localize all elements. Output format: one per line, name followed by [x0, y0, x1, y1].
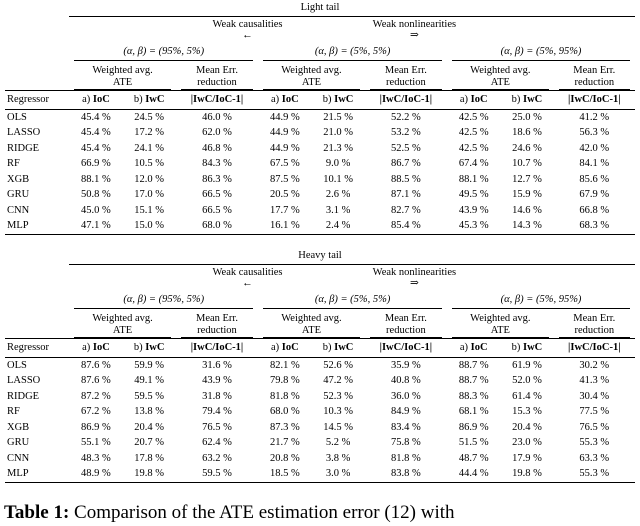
col-header: a) IoC [69, 91, 122, 110]
value-cell: 55.3 % [579, 437, 610, 449]
group-header-label: Weak causalities [212, 267, 283, 278]
caption-text: Comparison of the ATE estimation error (12) with [69, 502, 455, 523]
value-cell: 55.1 % [81, 437, 111, 449]
value-cell: 16.1 % [258, 219, 311, 235]
regressor-col-header: Regressor [5, 339, 69, 358]
value-cell: 83.8 % [365, 467, 447, 483]
value-cell: 21.5 % [323, 111, 353, 123]
left-arrow-icon: ← [242, 278, 253, 289]
value-cell: 2.4 % [311, 219, 364, 235]
table-row [5, 126, 635, 142]
table-row [5, 172, 635, 188]
value-cell: 85.6 % [579, 173, 610, 185]
value-cell: 46.0 % [202, 111, 232, 123]
value-cell: 76.5 % [202, 421, 232, 433]
value-cell: 87.6 % [81, 359, 111, 371]
value-cell: 23.0 % [512, 437, 542, 449]
value-cell: 67.2 % [81, 406, 111, 418]
value-cell: 30.2 % [579, 359, 610, 371]
value-cell: 15.0 % [123, 219, 176, 235]
value-cell: 45.3 % [447, 219, 500, 235]
regressor-name: MLP [5, 219, 69, 235]
mean-err-header: Mean Err. reduction [554, 309, 635, 339]
value-cell: 21.7 % [269, 437, 300, 449]
regressor-name: RF [7, 158, 20, 170]
col-header: |IwC/IoC-1| [176, 91, 258, 110]
value-cell: 17.7 % [269, 204, 300, 216]
regressor-name: GRU [7, 189, 30, 201]
value-cell: 25.0 % [512, 111, 542, 123]
value-cell: 20.8 % [269, 452, 300, 464]
col-header: |IwC/IoC-1| [554, 91, 635, 110]
col-header: b) IwC [123, 91, 176, 110]
value-cell: 15.9 % [512, 189, 542, 201]
value-cell: 21.3 % [323, 142, 353, 154]
value-cell: 17.8 % [134, 452, 165, 464]
value-cell: 86.9 % [458, 421, 489, 433]
value-cell: 84.1 % [579, 158, 610, 170]
value-cell: 40.8 % [391, 375, 421, 387]
value-cell: 31.6 % [202, 359, 232, 371]
table-corner [5, 292, 69, 309]
table-row [5, 436, 635, 452]
regressor-name: MLP [5, 467, 69, 483]
col-header: b) IwC [311, 91, 364, 110]
group-header [373, 267, 456, 289]
value-cell: 21.0 % [323, 127, 353, 139]
value-cell: 9.0 % [325, 158, 351, 170]
regressor-name: OLS [7, 111, 27, 123]
value-cell: 19.8 % [500, 467, 553, 483]
weighted-ate-header: Weighted avg. ATE [447, 61, 554, 91]
value-cell: 84.9 % [391, 406, 421, 418]
value-cell: 59.9 % [134, 359, 165, 371]
value-cell: 86.3 % [202, 173, 232, 185]
weighted-ate-header: Weighted avg. ATE [69, 61, 176, 91]
regressor-name: OLS [7, 359, 27, 371]
value-cell: 41.2 % [579, 111, 610, 123]
value-cell: 61.9 % [512, 359, 542, 371]
value-cell: 68.0 % [269, 406, 300, 418]
table-row [5, 358, 635, 374]
value-cell: 88.5 % [391, 173, 421, 185]
value-cell: 42.5 % [458, 142, 489, 154]
group-header-label: Weak causalities [212, 19, 283, 30]
value-cell: 82.7 % [391, 204, 421, 216]
table-corner [5, 44, 69, 61]
value-cell: 31.8 % [202, 390, 232, 402]
value-cell: 42.0 % [579, 142, 610, 154]
value-cell: 86.9 % [81, 421, 111, 433]
value-cell: 88.3 % [458, 390, 489, 402]
light-tail-table [5, 16, 635, 235]
regressor-name: RIDGE [7, 390, 40, 402]
col-header: |IwC/IoC-1| [554, 339, 635, 358]
value-cell: 86.7 % [391, 158, 421, 170]
value-cell: 67.9 % [579, 189, 610, 201]
group-header [373, 19, 456, 41]
regressor-name: XGB [7, 421, 30, 433]
alpha-beta-header: (α, β) = (95%, 5%) [69, 44, 258, 61]
regressor-name: LASSO [7, 375, 41, 387]
col-header: |IwC/IoC-1| [365, 339, 447, 358]
regressor-col-header: Regressor [5, 91, 69, 110]
value-cell: 77.5 % [579, 406, 610, 418]
mean-err-header: Mean Err. reduction [365, 309, 447, 339]
mean-err-header: Mean Err. reduction [176, 61, 258, 91]
value-cell: 48.7 % [458, 452, 489, 464]
value-cell: 83.4 % [391, 421, 421, 433]
regressor-name: LASSO [7, 127, 41, 139]
group-header-label: Weak nonlinearities [372, 19, 457, 30]
group-header-band [69, 265, 635, 293]
group-header-band [69, 17, 635, 45]
value-cell: 45.4 % [81, 142, 111, 154]
value-cell: 10.7 % [512, 158, 542, 170]
table-row [5, 405, 635, 421]
value-cell: 42.5 % [458, 111, 489, 123]
value-cell: 50.8 % [81, 189, 111, 201]
heavy-tail-section [5, 250, 635, 483]
value-cell: 19.8 % [123, 467, 176, 483]
value-cell: 67.4 % [458, 158, 489, 170]
regressor-name: XGB [7, 173, 30, 185]
col-header: b) IwC [311, 339, 364, 358]
value-cell: 85.4 % [365, 219, 447, 235]
value-cell: 66.5 % [202, 204, 232, 216]
value-cell: 43.9 % [202, 375, 232, 387]
right-double-arrow-icon: ⇒ [409, 278, 419, 289]
value-cell: 3.1 % [325, 204, 351, 216]
regressor-name: CNN [7, 452, 30, 464]
col-header: |IwC/IoC-1| [365, 91, 447, 110]
table-row [5, 374, 635, 390]
value-cell: 68.1 % [458, 406, 489, 418]
table-corner [5, 17, 69, 45]
value-cell: 42.5 % [458, 127, 489, 139]
col-header: a) IoC [447, 339, 500, 358]
value-cell: 88.7 % [458, 375, 489, 387]
value-cell: 52.3 % [323, 390, 353, 402]
value-cell: 79.8 % [269, 375, 300, 387]
mean-err-header: Mean Err. reduction [176, 309, 258, 339]
value-cell: 48.3 % [81, 452, 111, 464]
value-cell: 88.1 % [81, 173, 111, 185]
group-header [212, 19, 282, 41]
value-cell: 15.1 % [134, 204, 165, 216]
value-cell: 51.5 % [458, 437, 489, 449]
value-cell: 79.4 % [202, 406, 232, 418]
value-cell: 30.4 % [579, 390, 610, 402]
col-header: a) IoC [69, 339, 122, 358]
table-row [5, 157, 635, 173]
heavy-tail-table [5, 264, 635, 483]
value-cell: 20.7 % [134, 437, 165, 449]
alpha-beta-header: (α, β) = (95%, 5%) [69, 292, 258, 309]
value-cell: 44.9 % [269, 142, 300, 154]
right-double-arrow-icon: ⇒ [409, 30, 419, 41]
value-cell: 47.1 % [69, 219, 122, 235]
value-cell: 52.6 % [323, 359, 353, 371]
value-cell: 63.3 % [579, 452, 610, 464]
regressor-name: GRU [7, 437, 30, 449]
table-row [5, 467, 635, 483]
value-cell: 68.0 % [176, 219, 258, 235]
value-cell: 45.4 % [81, 111, 111, 123]
value-cell: 66.8 % [579, 204, 610, 216]
value-cell: 87.3 % [269, 421, 300, 433]
table-row [5, 203, 635, 219]
value-cell: 87.6 % [81, 375, 111, 387]
value-cell: 18.5 % [258, 467, 311, 483]
col-header: b) IwC [123, 339, 176, 358]
value-cell: 75.8 % [391, 437, 421, 449]
table-row [5, 188, 635, 204]
value-cell: 35.9 % [391, 359, 421, 371]
table-row [5, 451, 635, 467]
value-cell: 20.5 % [269, 189, 300, 201]
value-cell: 12.0 % [134, 173, 165, 185]
value-cell: 18.6 % [512, 127, 542, 139]
table-row [5, 389, 635, 405]
value-cell: 68.3 % [554, 219, 635, 235]
value-cell: 49.1 % [134, 375, 165, 387]
regressor-name: RIDGE [7, 142, 40, 154]
value-cell: 61.4 % [512, 390, 542, 402]
table-row [5, 141, 635, 157]
table-corner [5, 309, 69, 339]
value-cell: 84.3 % [202, 158, 232, 170]
value-cell: 56.3 % [579, 127, 610, 139]
value-cell: 14.3 % [500, 219, 553, 235]
value-cell: 44.9 % [269, 111, 300, 123]
value-cell: 24.1 % [134, 142, 165, 154]
table-corner [5, 61, 69, 91]
value-cell: 48.9 % [69, 467, 122, 483]
value-cell: 3.0 % [311, 467, 364, 483]
group-header-label: Weak nonlinearities [372, 267, 457, 278]
value-cell: 10.1 % [323, 173, 353, 185]
col-header: b) IwC [500, 91, 553, 110]
col-header: b) IwC [500, 339, 553, 358]
value-cell: 14.5 % [323, 421, 353, 433]
alpha-beta-header: (α, β) = (5%, 95%) [447, 292, 635, 309]
value-cell: 13.8 % [134, 406, 165, 418]
alpha-beta-header: (α, β) = (5%, 5%) [258, 292, 447, 309]
value-cell: 17.9 % [512, 452, 542, 464]
mean-err-header: Mean Err. reduction [365, 61, 447, 91]
table-row [5, 110, 635, 126]
value-cell: 47.2 % [323, 375, 353, 387]
value-cell: 62.4 % [202, 437, 232, 449]
table-corner [5, 265, 69, 293]
alpha-beta-header: (α, β) = (5%, 5%) [258, 44, 447, 61]
value-cell: 62.0 % [202, 127, 232, 139]
weighted-ate-header: Weighted avg. ATE [258, 309, 365, 339]
value-cell: 87.5 % [269, 173, 300, 185]
alpha-beta-header: (α, β) = (5%, 95%) [447, 44, 635, 61]
value-cell: 45.4 % [81, 127, 111, 139]
value-cell: 81.8 % [391, 452, 421, 464]
value-cell: 88.1 % [458, 173, 489, 185]
value-cell: 53.2 % [391, 127, 421, 139]
value-cell: 44.9 % [269, 127, 300, 139]
value-cell: 12.7 % [512, 173, 542, 185]
value-cell: 55.3 % [554, 467, 635, 483]
col-header: a) IoC [258, 91, 311, 110]
heavy-tail-table-title: Heavy tail [298, 250, 342, 261]
table-row [5, 420, 635, 436]
value-cell: 76.5 % [579, 421, 610, 433]
regressor-name: CNN [7, 204, 30, 216]
col-header: a) IoC [447, 91, 500, 110]
col-header: a) IoC [258, 339, 311, 358]
value-cell: 17.2 % [134, 127, 165, 139]
weighted-ate-header: Weighted avg. ATE [447, 309, 554, 339]
value-cell: 67.5 % [269, 158, 300, 170]
group-header [212, 267, 282, 289]
value-cell: 66.9 % [81, 158, 111, 170]
value-cell: 14.6 % [512, 204, 542, 216]
value-cell: 66.5 % [202, 189, 232, 201]
value-cell: 43.9 % [458, 204, 489, 216]
value-cell: 44.4 % [447, 467, 500, 483]
table-row [5, 219, 635, 235]
left-arrow-icon: ← [242, 30, 253, 41]
table-caption [4, 500, 455, 526]
value-cell: 82.1 % [269, 359, 300, 371]
mean-err-header: Mean Err. reduction [554, 61, 635, 91]
value-cell: 46.8 % [202, 142, 232, 154]
value-cell: 41.3 % [579, 375, 610, 387]
value-cell: 36.0 % [391, 390, 421, 402]
regressor-name: RF [7, 406, 20, 418]
col-header: |IwC/IoC-1| [176, 339, 258, 358]
value-cell: 88.7 % [458, 359, 489, 371]
caption-label: Table 1: [4, 502, 70, 523]
value-cell: 59.5 % [176, 467, 258, 483]
value-cell: 3.8 % [325, 452, 351, 464]
value-cell: 10.3 % [323, 406, 353, 418]
value-cell: 15.3 % [512, 406, 542, 418]
value-cell: 20.4 % [134, 421, 165, 433]
weighted-ate-header: Weighted avg. ATE [69, 309, 176, 339]
value-cell: 63.2 % [202, 452, 232, 464]
value-cell: 5.2 % [325, 437, 351, 449]
weighted-ate-header: Weighted avg. ATE [258, 61, 365, 91]
value-cell: 17.0 % [134, 189, 165, 201]
value-cell: 2.6 % [325, 189, 351, 201]
light-tail-table-title: Light tail [300, 2, 340, 13]
value-cell: 10.5 % [134, 158, 165, 170]
value-cell: 52.2 % [391, 111, 421, 123]
value-cell: 59.5 % [134, 390, 165, 402]
value-cell: 52.5 % [391, 142, 421, 154]
light-tail-section [5, 2, 635, 235]
value-cell: 45.0 % [81, 204, 111, 216]
value-cell: 81.8 % [269, 390, 300, 402]
value-cell: 52.0 % [512, 375, 542, 387]
value-cell: 49.5 % [458, 189, 489, 201]
value-cell: 87.2 % [81, 390, 111, 402]
value-cell: 24.5 % [134, 111, 165, 123]
value-cell: 20.4 % [512, 421, 542, 433]
value-cell: 24.6 % [512, 142, 542, 154]
value-cell: 87.1 % [391, 189, 421, 201]
